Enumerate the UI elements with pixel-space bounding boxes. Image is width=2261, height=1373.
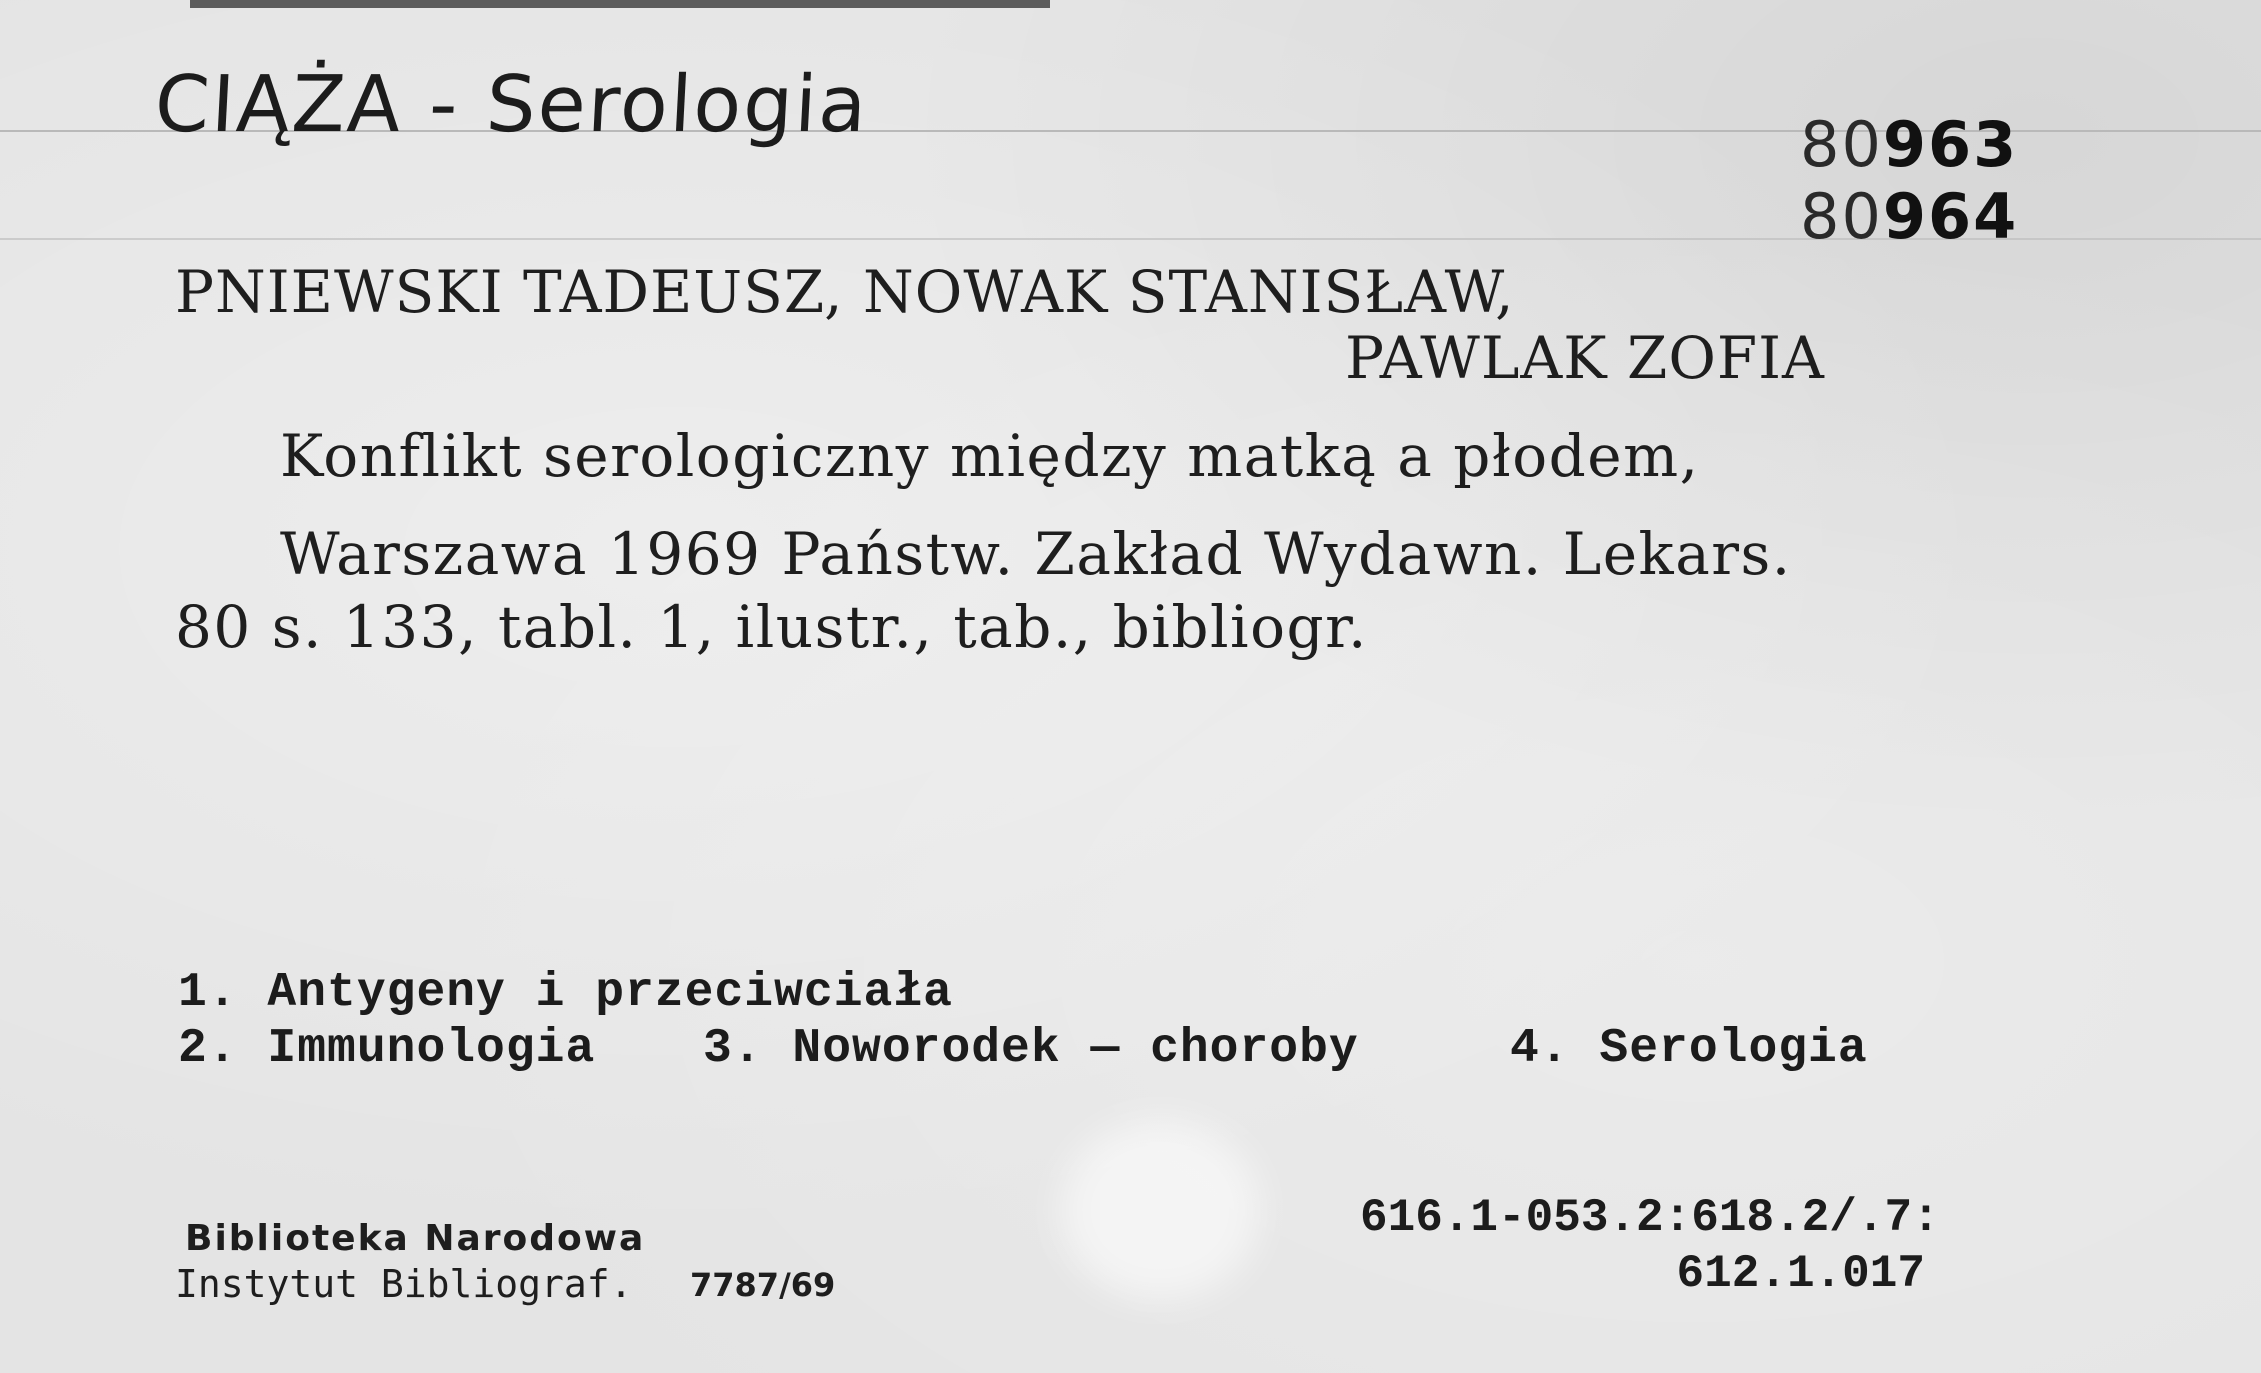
imprint-line-2: 80 s. 133, tabl. 1, ilustr., tab., bibliogr. bbox=[175, 593, 1368, 661]
institute-name: Instytut Bibliograf. bbox=[175, 1262, 633, 1306]
authors-line-2: PAWLAK ZOFIA bbox=[1345, 324, 1825, 392]
record-number: 7787/69 bbox=[690, 1266, 836, 1304]
library-name: Biblioteka Narodowa bbox=[185, 1218, 646, 1259]
subject-entry: 2. Immunologia bbox=[178, 1022, 596, 1076]
subject-heading: CIĄŻA - Serologia bbox=[152, 60, 871, 150]
accession-handwritten: 963 bbox=[1882, 108, 2019, 181]
accession-number-2 bbox=[1800, 180, 2018, 253]
book-title: Konflikt serologiczny między matką a płodem, bbox=[280, 422, 1700, 490]
accession-handwritten: 964 bbox=[1882, 180, 2019, 253]
subject-entry: 4. Serologia bbox=[1510, 1022, 1868, 1076]
paper-smudge bbox=[1060, 1120, 1260, 1300]
accession-prefix: 80 bbox=[1800, 180, 1883, 253]
accession-prefix: 80 bbox=[1800, 108, 1883, 181]
accession-number-1 bbox=[1800, 108, 2018, 181]
udc-classification: 612.1.017 bbox=[1676, 1248, 1925, 1300]
imprint-line-1: Warszawa 1969 Państw. Zakład Wydawn. Lekars. bbox=[280, 520, 1792, 588]
subject-entry: 3. Noworodek — choroby bbox=[703, 1022, 1359, 1076]
authors-line-1: PNIEWSKI TADEUSZ, NOWAK STANISŁAW, bbox=[175, 258, 1515, 326]
subject-entry: 1. Antygeny i przeciwciała bbox=[178, 966, 953, 1020]
top-edge-strip bbox=[190, 0, 1050, 8]
udc-classification: 616.1-053.2:618.2/.7: bbox=[1360, 1192, 1940, 1244]
